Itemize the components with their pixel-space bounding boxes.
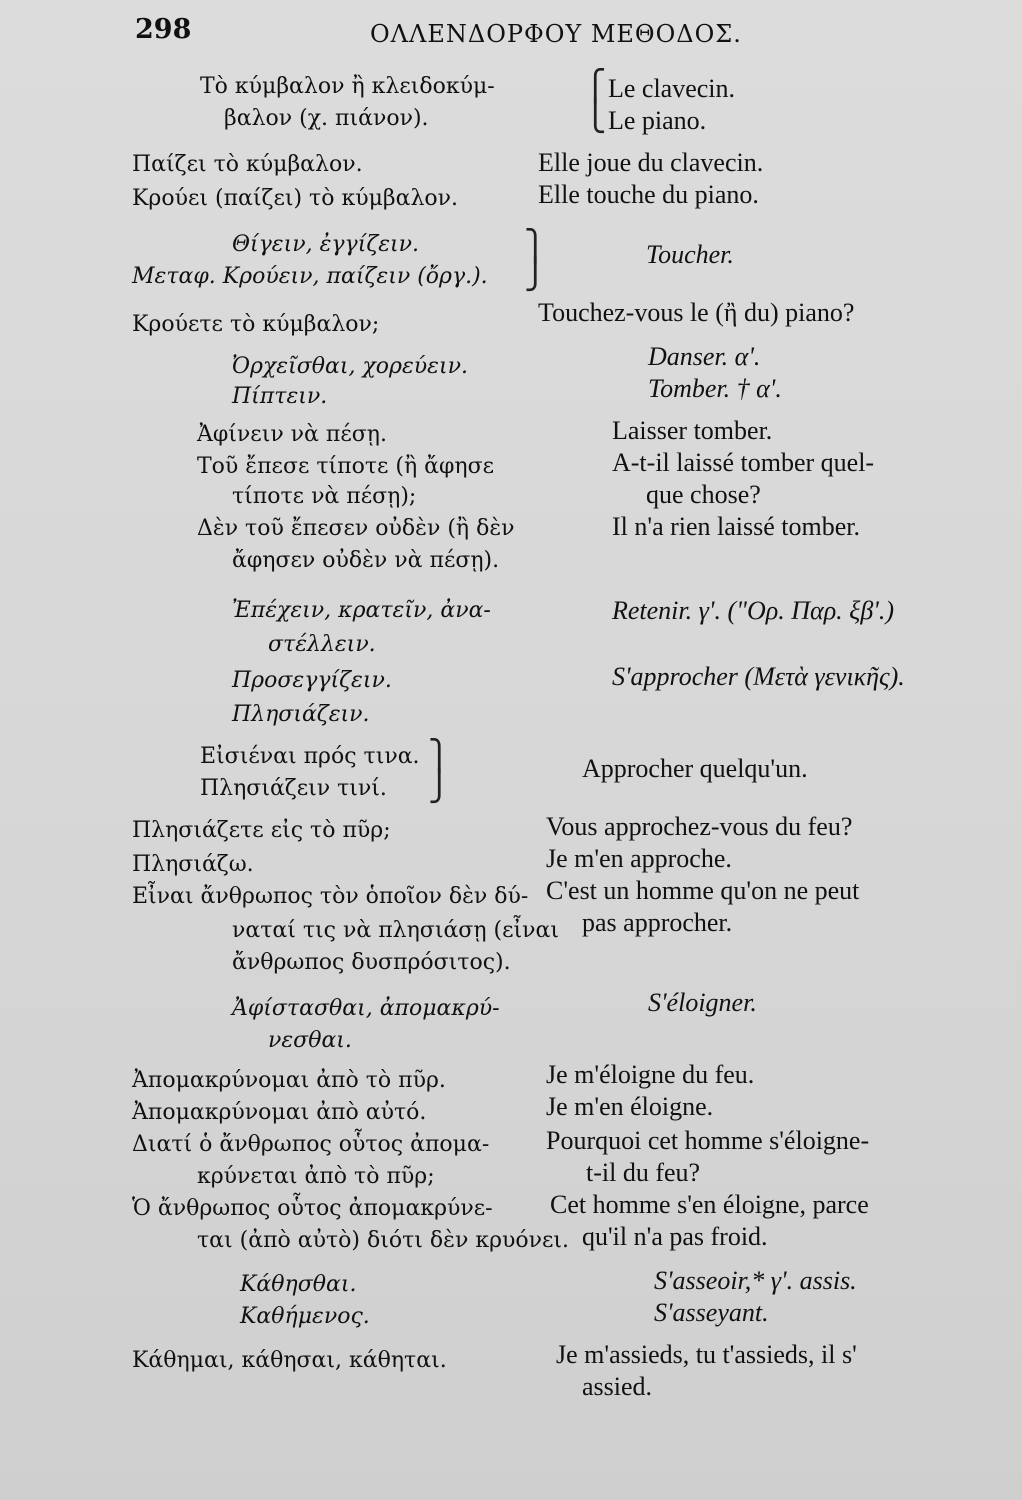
french-line: Je m'assieds, tu t'assieds, il s': [556, 1340, 857, 1369]
greek-line: ται (ἀπὸ αὐτὸ) διότι δὲν κρυόνει.: [197, 1228, 570, 1253]
french-line: Je m'en éloigne.: [546, 1092, 714, 1121]
page-number: 298: [135, 14, 192, 45]
greek-line: Παίζει τὸ κύμβαλον.: [132, 152, 363, 177]
greek-line: Ἀπομακρύνομαι ἀπὸ τὸ πῦρ.: [132, 1068, 446, 1093]
greek-line: ἄνθρωπος δυσπρόσιτος).: [232, 950, 511, 975]
greek-line: βαλον (χ. πιάνον).: [224, 106, 429, 131]
french-line: Je m'éloigne du feu.: [546, 1060, 755, 1089]
bracket-mark: ⎩: [584, 99, 607, 134]
french-line: Tomber. † α'.: [648, 374, 782, 403]
greek-line: Πλησιάζειν τινί.: [200, 776, 387, 801]
french-line: Vous approchez-vous du feu?: [546, 812, 853, 841]
greek-line: ναταί τις νὰ πλησιάσῃ (εἶναι: [232, 918, 559, 943]
french-line: Toucher.: [646, 240, 734, 269]
page-header: [0, 12, 1022, 52]
greek-line: Πλησιάζειν.: [232, 702, 370, 727]
greek-line: Μεταφ. Κρούειν, παίζειν (ὄργ.).: [132, 264, 488, 289]
french-line: S'approcher (Μετὰ γενικῆς).: [612, 662, 905, 691]
french-line: S'asseyant.: [654, 1298, 769, 1327]
greek-line: στέλλειν.: [268, 632, 376, 657]
greek-line: Ἀφίνειν νὰ πέσῃ.: [197, 422, 387, 447]
french-line: S'asseoir,* γ'. assis.: [654, 1266, 857, 1295]
greek-line: Εἶναι ἄνθρωπος τὸν ὁποῖον δὲν δύ-: [132, 884, 529, 909]
greek-line: Κρούει (παίζει) τὸ κύμβαλον.: [132, 186, 459, 211]
french-line: Elle touche du piano.: [538, 180, 759, 209]
greek-line: Θίγειν, ἐγγίζειν.: [232, 232, 420, 257]
greek-line: Κάθημαι, κάθησαι, κάθηται.: [132, 1348, 447, 1373]
greek-line: Ὁ ἄνθρωπος οὗτος ἀπομακρύνε-: [132, 1196, 493, 1221]
french-line: Je m'en approche.: [546, 844, 732, 873]
bracket-mark: ⎭: [428, 769, 451, 804]
greek-line: Καθήμενος.: [240, 1304, 370, 1329]
french-line: Cet homme s'en éloigne, parce: [550, 1190, 869, 1219]
greek-line: Κάθησθαι.: [240, 1272, 357, 1297]
french-line: Retenir. γ'. ("Ορ. Παρ. ξβ'.): [612, 596, 894, 625]
french-line: que chose?: [646, 480, 761, 509]
french-line: Elle joue du clavecin.: [538, 148, 764, 177]
french-line: S'éloigner.: [648, 988, 757, 1017]
bracket-mark: ⎫: [428, 739, 451, 774]
french-line: Danser. α'.: [648, 342, 761, 371]
french-line: Le piano.: [608, 106, 707, 135]
greek-line: Πλησιάζω.: [132, 852, 254, 877]
greek-line: Διατί ὁ ἄνθρωπος οὗτος ἀπομα-: [132, 1132, 490, 1157]
french-line: Laisser tomber.: [612, 416, 773, 445]
french-line: t-il du feu?: [586, 1158, 701, 1187]
greek-line: κρύνεται ἀπὸ τὸ πῦρ;: [197, 1164, 435, 1189]
greek-line: Κρούετε τὸ κύμβαλον;: [132, 312, 380, 337]
french-line: Le clavecin.: [608, 74, 736, 103]
greek-line: νεσθαι.: [268, 1028, 352, 1053]
french-line: Approcher quelqu'un.: [582, 754, 808, 783]
bracket-mark: ⎧: [584, 69, 607, 104]
running-title: ΟΛΛΕΝΔΟΡΦΟΥ ΜΕΘΟΔΟΣ.: [370, 20, 742, 48]
greek-line: Ἐπέχειν, κρατεῖν, ἀνα-: [232, 598, 491, 623]
french-line: A-t-il laissé tomber quel-: [612, 448, 875, 477]
greek-line: Εἰσιέναι πρός τινα.: [200, 744, 420, 769]
greek-line: Τοῦ ἔπεσε τίποτε (ἢ ἄφησε: [197, 454, 495, 479]
greek-line: Πλησιάζετε εἰς τὸ πῦρ;: [132, 818, 391, 843]
greek-line: Προσεγγίζειν.: [232, 668, 392, 693]
french-line: assied.: [582, 1372, 653, 1401]
french-line: pas approcher.: [582, 908, 733, 937]
greek-line: Τὸ κύμβαλον ἢ κλειδοκύμ-: [200, 74, 495, 99]
greek-line: τίποτε νὰ πέσῃ);: [232, 484, 417, 509]
greek-line: Ἀφίστασθαι, ἀπομακρύ-: [232, 996, 500, 1021]
greek-line: Πίπτειν.: [232, 384, 328, 409]
bracket-mark: ⎭: [524, 257, 547, 292]
french-line: qu'il n'a pas froid.: [582, 1222, 768, 1251]
french-line: C'est un homme qu'on ne peut: [546, 876, 860, 905]
greek-line: Ἀπομακρύνομαι ἀπὸ αὐτό.: [132, 1100, 427, 1125]
greek-line: ἄφησεν οὐδὲν νὰ πέσῃ).: [232, 548, 500, 573]
greek-line: Ὀρχεῖσθαι, χορεύειν.: [232, 354, 468, 379]
french-line: Il n'a rien laissé tomber.: [612, 512, 861, 541]
french-line: Pourquoi cet homme s'éloigne-: [546, 1126, 870, 1155]
bracket-mark: ⎫: [524, 229, 547, 264]
french-line: Touchez-vous le (ἢ du) piano?: [538, 298, 855, 327]
greek-line: Δὲν τοῦ ἔπεσεν οὐδὲν (ἢ δὲν: [197, 516, 515, 541]
